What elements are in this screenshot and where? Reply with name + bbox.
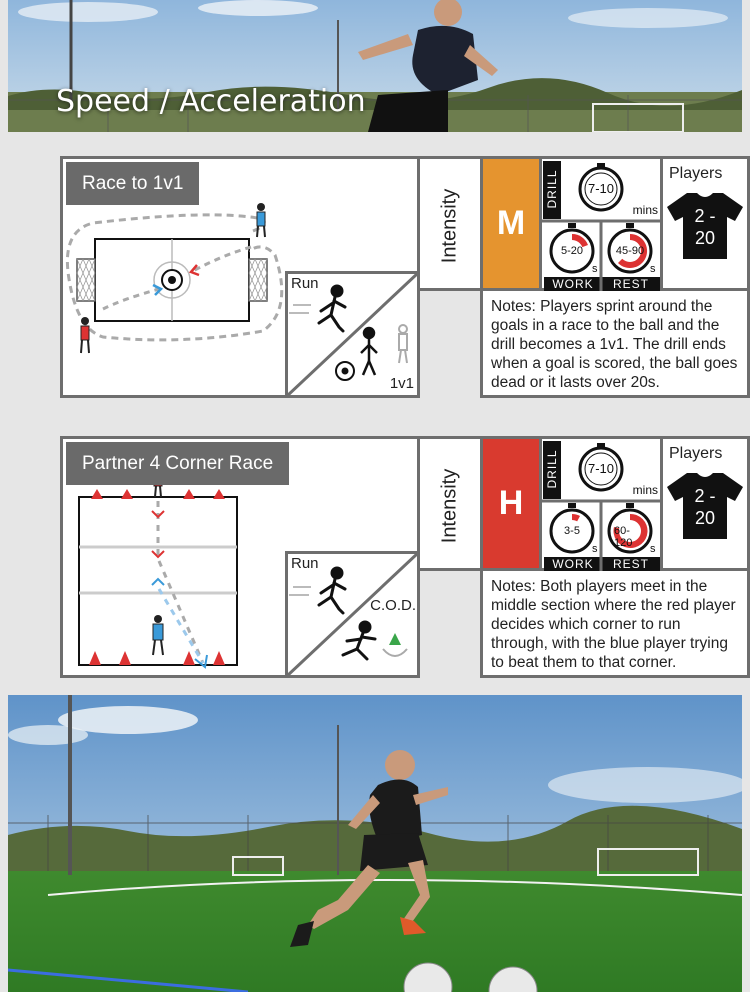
- rest-unit: s: [650, 263, 656, 275]
- drill-notes: Notes: Both players meet in the middle section where the red player decides which corner to run through, with the blue player trying to beat them to that corner.: [480, 571, 750, 678]
- drill-type-run: Run: [291, 275, 319, 292]
- drill-title: Partner 4 Corner Race: [66, 442, 289, 485]
- drill-type-box: [285, 271, 420, 398]
- drill-type-secondary: 1v1: [389, 375, 414, 392]
- rest-label: REST: [612, 277, 649, 291]
- timers-panel: [542, 156, 662, 291]
- drill-type-run: Run: [291, 555, 319, 572]
- work-unit: s: [592, 263, 598, 275]
- drill-notes: Notes: Players sprint around the goals in a race to the ball and the drill becomes a 1v1. The drill ends when a goal is scored, the ball goes dead or it lasts over 20s.: [480, 291, 750, 398]
- drill-card-partner-4-corner-race: [60, 436, 736, 678]
- work-label: WORK: [552, 277, 594, 291]
- footer-photo: [8, 695, 742, 992]
- intensity-panel: [420, 156, 480, 291]
- intensity-label: Intensity: [438, 468, 461, 544]
- drill-type-secondary: C.O.D.: [370, 597, 416, 614]
- drill-label: DRILL: [545, 449, 559, 489]
- page-title: Speed / Acceleration: [56, 84, 366, 119]
- drill-card-race-to-1v1: [60, 156, 738, 398]
- work-label: WORK: [552, 557, 594, 571]
- work-time: 5-20: [560, 245, 584, 257]
- rest-unit: s: [650, 543, 656, 555]
- work-time: 3-5: [564, 525, 580, 537]
- rest-label: REST: [612, 557, 649, 571]
- timers-panel: [542, 436, 662, 571]
- players-label: Players: [669, 445, 723, 462]
- players-count: 2 - 20: [694, 486, 716, 528]
- players-panel: [660, 436, 750, 571]
- intensity-panel: [420, 436, 480, 571]
- drill-time: 7-10: [587, 461, 615, 476]
- drill-time-unit: mins: [632, 203, 658, 217]
- players-label: Players: [669, 165, 723, 182]
- players-panel: [660, 156, 750, 291]
- drill-time: 7-10: [587, 181, 615, 196]
- drill-title: Race to 1v1: [66, 162, 199, 205]
- drill-time-unit: mins: [632, 483, 658, 497]
- intensity-level-badge: H: [480, 436, 542, 571]
- drill-label: DRILL: [545, 169, 559, 209]
- rest-time: 60-120: [614, 525, 633, 549]
- players-count: 2 - 20: [694, 206, 716, 248]
- rest-time: 45-90: [615, 245, 645, 257]
- work-unit: s: [592, 543, 598, 555]
- intensity-level-badge: M: [480, 156, 542, 291]
- drill-type-box: [285, 551, 420, 678]
- intensity-label: Intensity: [438, 188, 461, 264]
